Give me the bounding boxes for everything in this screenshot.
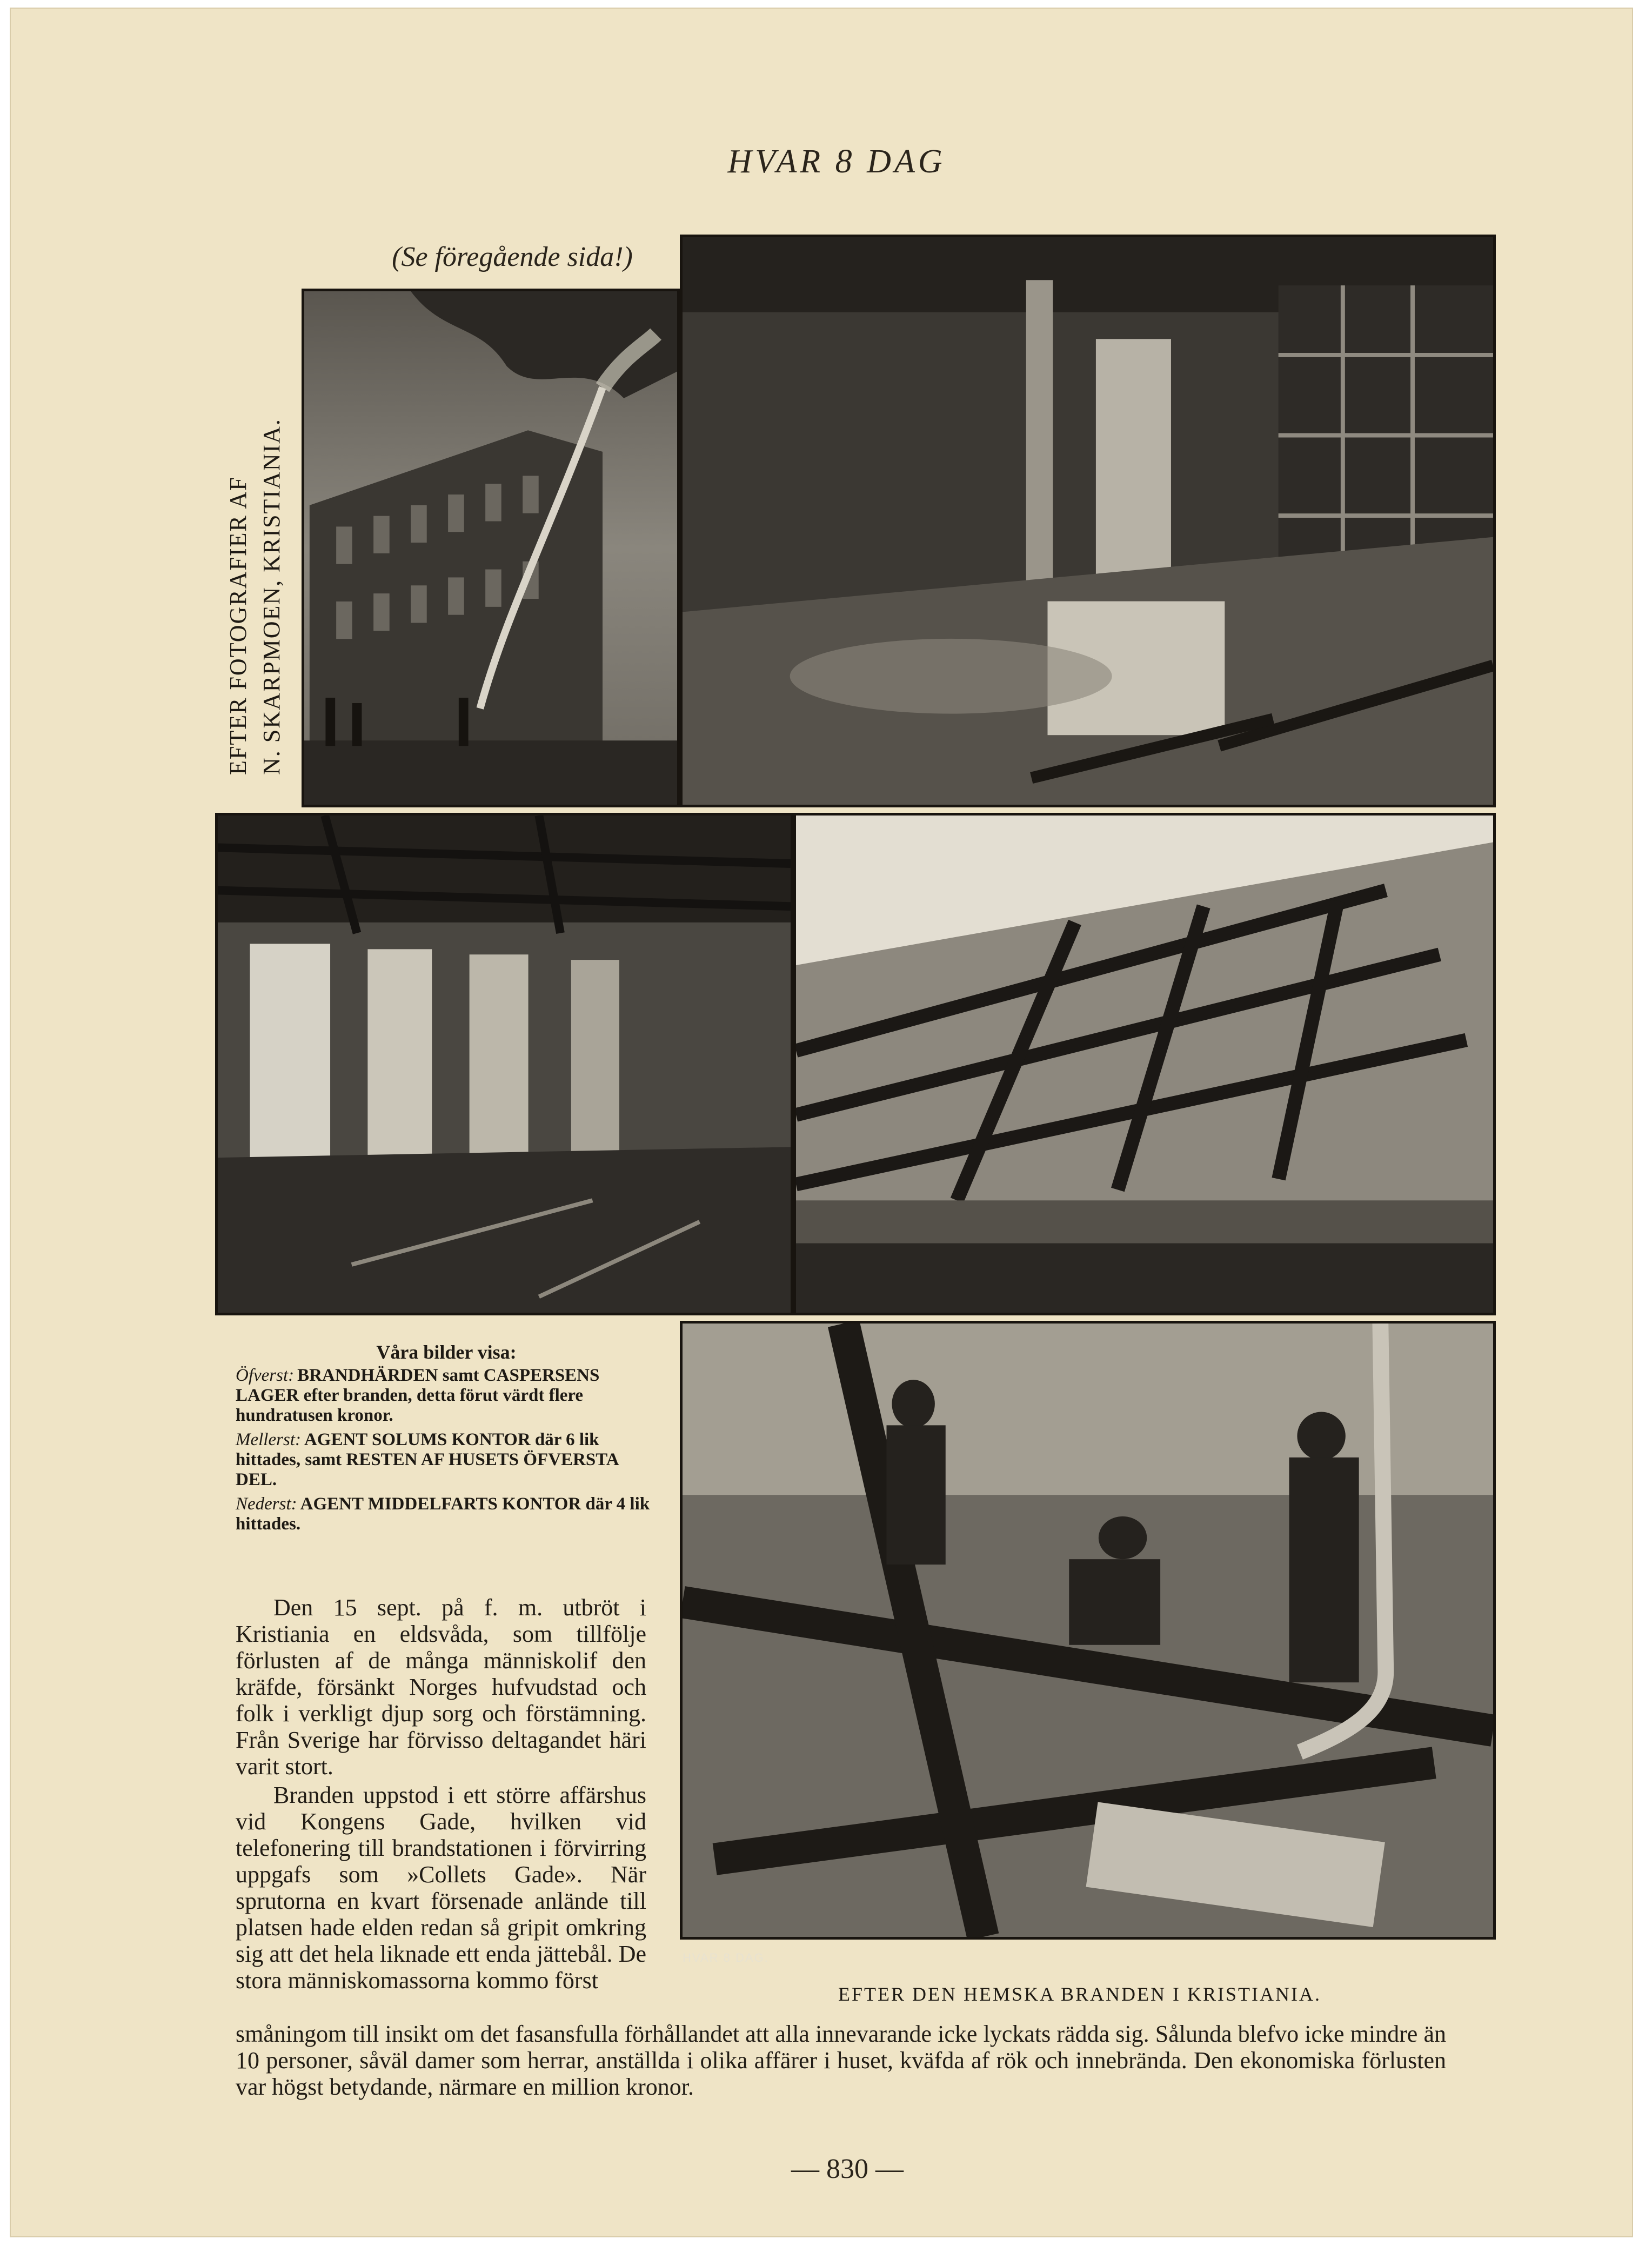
caption-text: BRANDHÄRDEN samt CASPERSENS LAGER efter branden, detta förut värdt flere hundratusen kronor.: [236, 1366, 600, 1425]
running-header: HVAR 8 DAG: [727, 143, 946, 180]
photo-office-interior: [215, 813, 793, 1315]
article-paragraph-1: Den 15 sept. på f. m. utbröt i Kristiania en eldsvåda, som tillfölje förlusten af de många människolif den kräfde, försänkt Norges hufvudstad och folk i verkligt djup sorg och förstämning. Från Sverige har förvisso deltagandet häri varit stort.: [236, 1594, 646, 1780]
photo-credit-line2: N. SKARPMOEN, KRISTIANIA.: [258, 418, 285, 775]
caption-item-top: [236, 1366, 657, 1426]
caption-text: AGENT SOLUMS KONTOR där 6 lik hittades, samt RESTEN AF HUSETS ÖFVERSTA DEL.: [236, 1430, 618, 1489]
page-number: — 830 —: [791, 2154, 904, 2184]
photo-gutted-interior: [680, 235, 1496, 807]
caption-text: AGENT MIDDELFARTS KONTOR där 4 lik hittades.: [236, 1494, 650, 1534]
caption-item-bottom: [236, 1494, 657, 1534]
photo-fire-facade: [302, 289, 680, 807]
photo-credit: [222, 235, 303, 775]
caption-label: Nederst:: [236, 1494, 297, 1514]
captions-title: Våra bilder visa:: [376, 1341, 517, 1363]
photo-rescue-workers: [680, 1321, 1496, 1940]
caption-label: Mellerst:: [236, 1430, 301, 1449]
article-paragraph-2: Branden uppstod i ett större affärshus vid Kongens Gade, hvilken vid telefonering till brandstationen i förvirring uppgafs som »Collets Gade». När sprutorna en kvart försenade anlände till platsen hade elden redan så gripit omkring sig att det hela liknade ett enda jättebål. De stora människomassorna kommo först: [236, 1782, 646, 1994]
caption-item-middle: [236, 1430, 657, 1490]
article-paragraph-2-continued: småningom till insikt om det fasansfulla förhållandet att alla innevarande icke lyckats rädda sig. Sålunda blefvo icke mindre än 10 personer, såväl damer som herrar, anställda i olika affärer i huset, kväfda af rök och innebrända. Den ekonomiska förlusten var högst betydande, närmare en million kronor.: [236, 2021, 1446, 2100]
photo-credit-line1: EFTER FOTOGRAFIER AF: [225, 476, 251, 775]
photo-captions: [236, 1342, 657, 1539]
photo-stamp: HVAR 8 DAG.: [683, 1951, 769, 1964]
caption-label: Öfverst:: [236, 1366, 295, 1385]
main-photo-caption: EFTER DEN HEMSKA BRANDEN I KRISTIANIA.: [838, 1983, 1321, 2005]
see-previous-note: (Se föregående sida!): [392, 242, 633, 272]
photo-roof-ruin: [793, 813, 1496, 1315]
magazine-page: [10, 8, 1633, 2237]
